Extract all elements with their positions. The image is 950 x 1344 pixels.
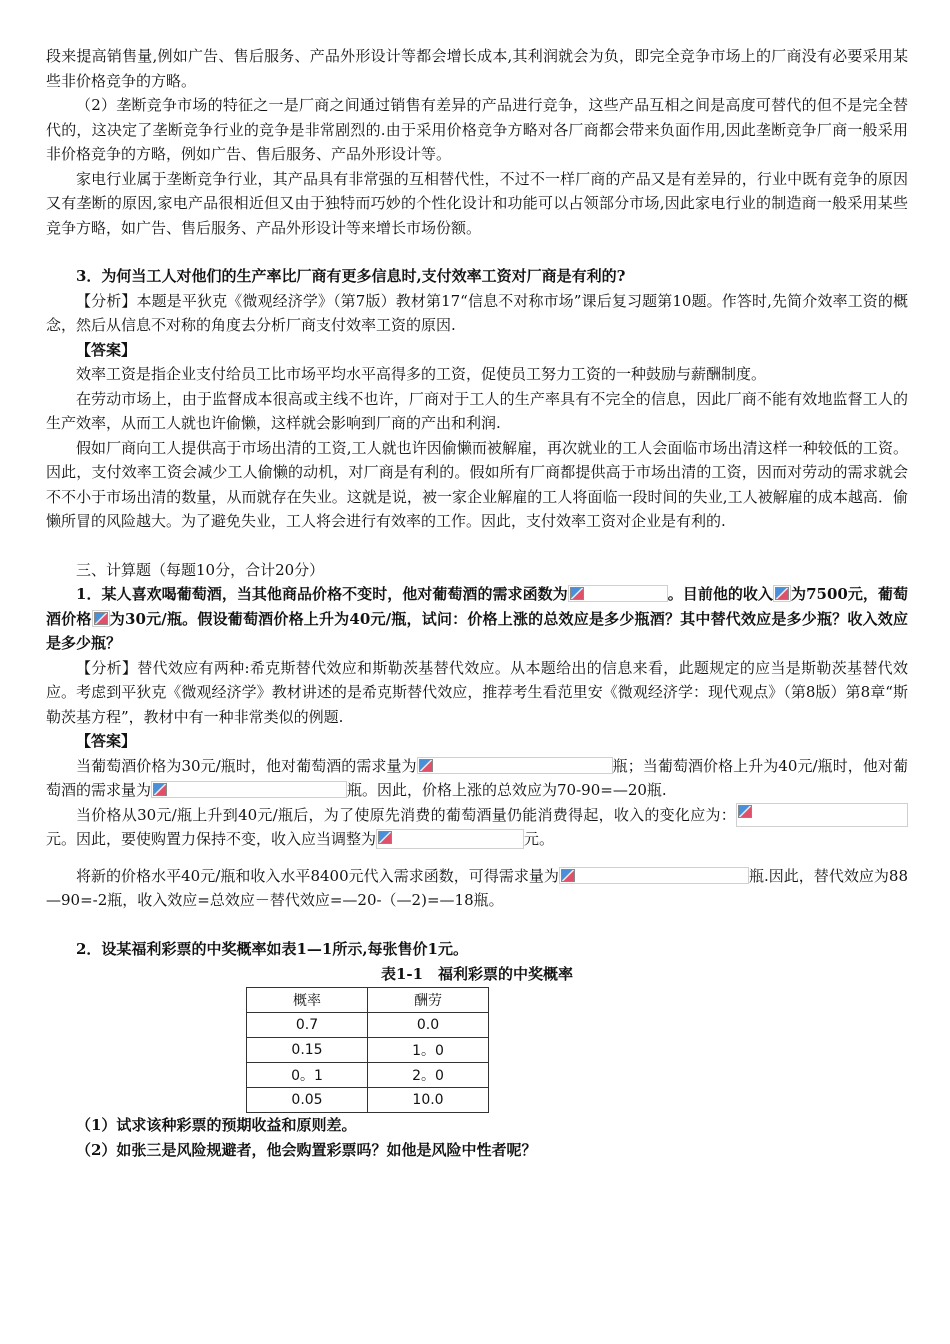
document-page: [46, 44, 908, 1162]
paragraph: 家电行业属于垄断竞争行业，其产品具有非常强的互相替代性，不过不一样厂商的产品又是有差异的，行业中既有竞争的原因又有垄断的原因,家电产品很相近但又由于独特而巧妙的个性化设计和功能可以占领部分市场,因此家电行业的制造商一般采用某些竞争方略，如广告、售后服务、产品外形设计等来增长市场份额。: [46, 169, 908, 237]
broken-image-icon: [378, 831, 392, 844]
analysis-paragraph: 【分析】替代效应有两种:希克斯替代效应和斯勒茨基替代效应。从本题给出的信息来看，此题规定的应当是斯勒茨基替代效应。考虑到平狄克《微观经济学》教材讲述的是希克斯替代效应，推荐考生看范里安《微观经济学：现代观点》（第8版）第8章“斯勒茨基方程”，教材中有一种非常类似的例题.: [46, 658, 908, 726]
table-cell: 0.7: [247, 1013, 368, 1038]
table-cell: 0.15: [247, 1038, 368, 1063]
column-header: 概率: [247, 988, 368, 1013]
table-row: [247, 1063, 489, 1088]
table-cell: 0。1: [247, 1063, 368, 1088]
formula-image: [568, 585, 668, 602]
broken-image-icon: [561, 869, 575, 882]
analysis-paragraph: 【分析】本题是平狄克《微观经济学》（第7版）教材第17“信息不对称市场”课后复习题第10题。作答时,先简介效率工资的概念，然后从信息不对称的角度去分析厂商支付效率工资的原因.: [46, 291, 908, 334]
answer-paragraph: [46, 864, 908, 913]
table-cell: 2。0: [368, 1063, 489, 1088]
table-row: [247, 1013, 489, 1038]
question-text: 1．某人喜欢喝葡萄酒，当其他商品价格不变时，他对葡萄酒的需求函数为: [76, 585, 568, 603]
paragraph: （2）垄断竞争市场的特征之一是厂商之间通过销售有差异的产品进行竞争，这些产品互相之间是高度可替代的但不是完全替代的，这决定了垄断竞争行业的竞争是非常剧烈的.由于采用价格竞争方略对各厂商都会带来负面作用,因此垄断竞争厂商一般采用非价格竞争的方略，例如广告、售后服务、产品外形设计等。: [46, 96, 908, 163]
answer-text: 将新的价格水平40元/瓶和收入水平8400元代入需求函数，可得需求量为: [76, 866, 559, 885]
table-cell: 0.0: [368, 1013, 489, 1038]
broken-image-icon: [419, 759, 433, 772]
answer-text: 当葡萄酒价格为30元/瓶时，他对葡萄酒的需求量为: [76, 756, 417, 775]
sub-question: （2）如张三是风险规避者，他会购置彩票吗？如他是风险中性者呢？: [76, 1140, 537, 1159]
table-title: 表1-1 福利彩票的中奖概率: [380, 965, 574, 983]
broken-image-icon: [570, 587, 584, 600]
question-heading: 2．设某福利彩票的中奖概率如表1—1所示,每张售价1元。: [76, 939, 468, 958]
table-cell: 10.0: [368, 1088, 489, 1113]
answer-label: 【答案】: [76, 732, 137, 750]
column-header: 酬劳: [368, 988, 489, 1013]
lottery-probability-table: [246, 987, 489, 1113]
question-heading: [46, 582, 908, 656]
formula-image: [92, 610, 110, 627]
answer-text: 瓶.因此，替代效应为88—90=-2瓶，收入效应=总效应－替代效应=—20-（—2)=—18瓶。: [46, 866, 908, 909]
answer-text: 元。: [524, 830, 555, 848]
answer-paragraph: 效率工资是指企业支付给员工比市场平均水平高得多的工资，促使员工努力工资的一种鼓励与薪酬制度。: [76, 365, 767, 383]
answer-paragraph: [46, 803, 908, 852]
answer-paragraph: 假如厂商向工人提供高于市场出清的工资,工人就也许因偷懒而被解雇，再次就业的工人会面临市场出清这样一种较低的工资。因此，支付效率工资会减少工人偷懒的动机，对厂商是有利的。假如所有厂商都提供高于市场出清的工资，因而对劳动的需求就会不不小于市场出清的数量，从而就存在失业。这就是说，被一家企业解雇的工人将面临一段时间的失业,工人被解雇的成本越高．偷懒所冒的风险越大。为了避免失业，工人将会进行有效率的工作。因此，支付效率工资对企业是有利的.: [46, 438, 908, 530]
question-heading: 3．为何当工人对他们的生产率比厂商有更多信息时,支付效率工资对厂商是有利的?: [76, 267, 626, 285]
answer-text: 元。因此，要使购置力保持不变，收入应当调整为: [46, 830, 377, 848]
broken-image-icon: [153, 783, 167, 796]
formula-image: [376, 829, 524, 849]
question-text: 。目前他的收入: [667, 585, 774, 603]
broken-image-icon: [94, 612, 108, 625]
formula-image: [417, 757, 613, 774]
table-row: [247, 1038, 489, 1063]
answer-paragraph: [46, 754, 908, 803]
answer-paragraph: 在劳动市场上，由于监督成本很高或主线不也许，厂商对于工人的生产率具有不完全的信息，因此厂商不能有效地监督工人的生产效率，从而工人就也许偷懒，这样就会影响到厂商的产出和利润.: [46, 389, 908, 432]
formula-image: [151, 781, 347, 798]
formula-image: [559, 867, 749, 884]
table-cell: 1。0: [368, 1038, 489, 1063]
broken-image-icon: [738, 805, 752, 818]
sub-question: （1）试求该种彩票的预期收益和原则差。: [76, 1116, 357, 1134]
table-header-row: [247, 988, 489, 1013]
answer-label: 【答案】: [76, 340, 137, 359]
table-cell: 0.05: [247, 1088, 368, 1113]
formula-image: [773, 585, 791, 602]
question-text: 为30元/瓶。假设葡萄酒价格上升为40元/瓶，试问：价格上涨的总效应是多少瓶酒？其中替代效应是多少瓶？收入效应是多少瓶？: [46, 609, 908, 652]
answer-text: 当价格从30元/瓶上升到40元/瓶后，为了使原先消费的葡萄酒量仍能消费得起，收入的变化应为：: [76, 805, 736, 824]
question-text: 为7500元，葡萄酒价格: [46, 585, 908, 628]
table-row: [247, 1088, 489, 1113]
section-heading: 三、计算题（每题10分，合计20分）: [76, 560, 325, 579]
formula-image: [736, 803, 908, 827]
answer-text: 瓶。因此，价格上涨的总效应为70-90=—20瓶.: [347, 781, 667, 799]
answer-text: 瓶；当葡萄酒价格上升为40元/瓶时，他对葡萄酒的需求量为: [46, 756, 908, 799]
paragraph: 段来提高销售量,例如广告、售后服务、产品外形设计等都会增长成本,其利润就会为负，即完全竞争市场上的厂商没有必要采用某些非价格竞争的方略。: [46, 47, 908, 90]
broken-image-icon: [775, 587, 789, 600]
